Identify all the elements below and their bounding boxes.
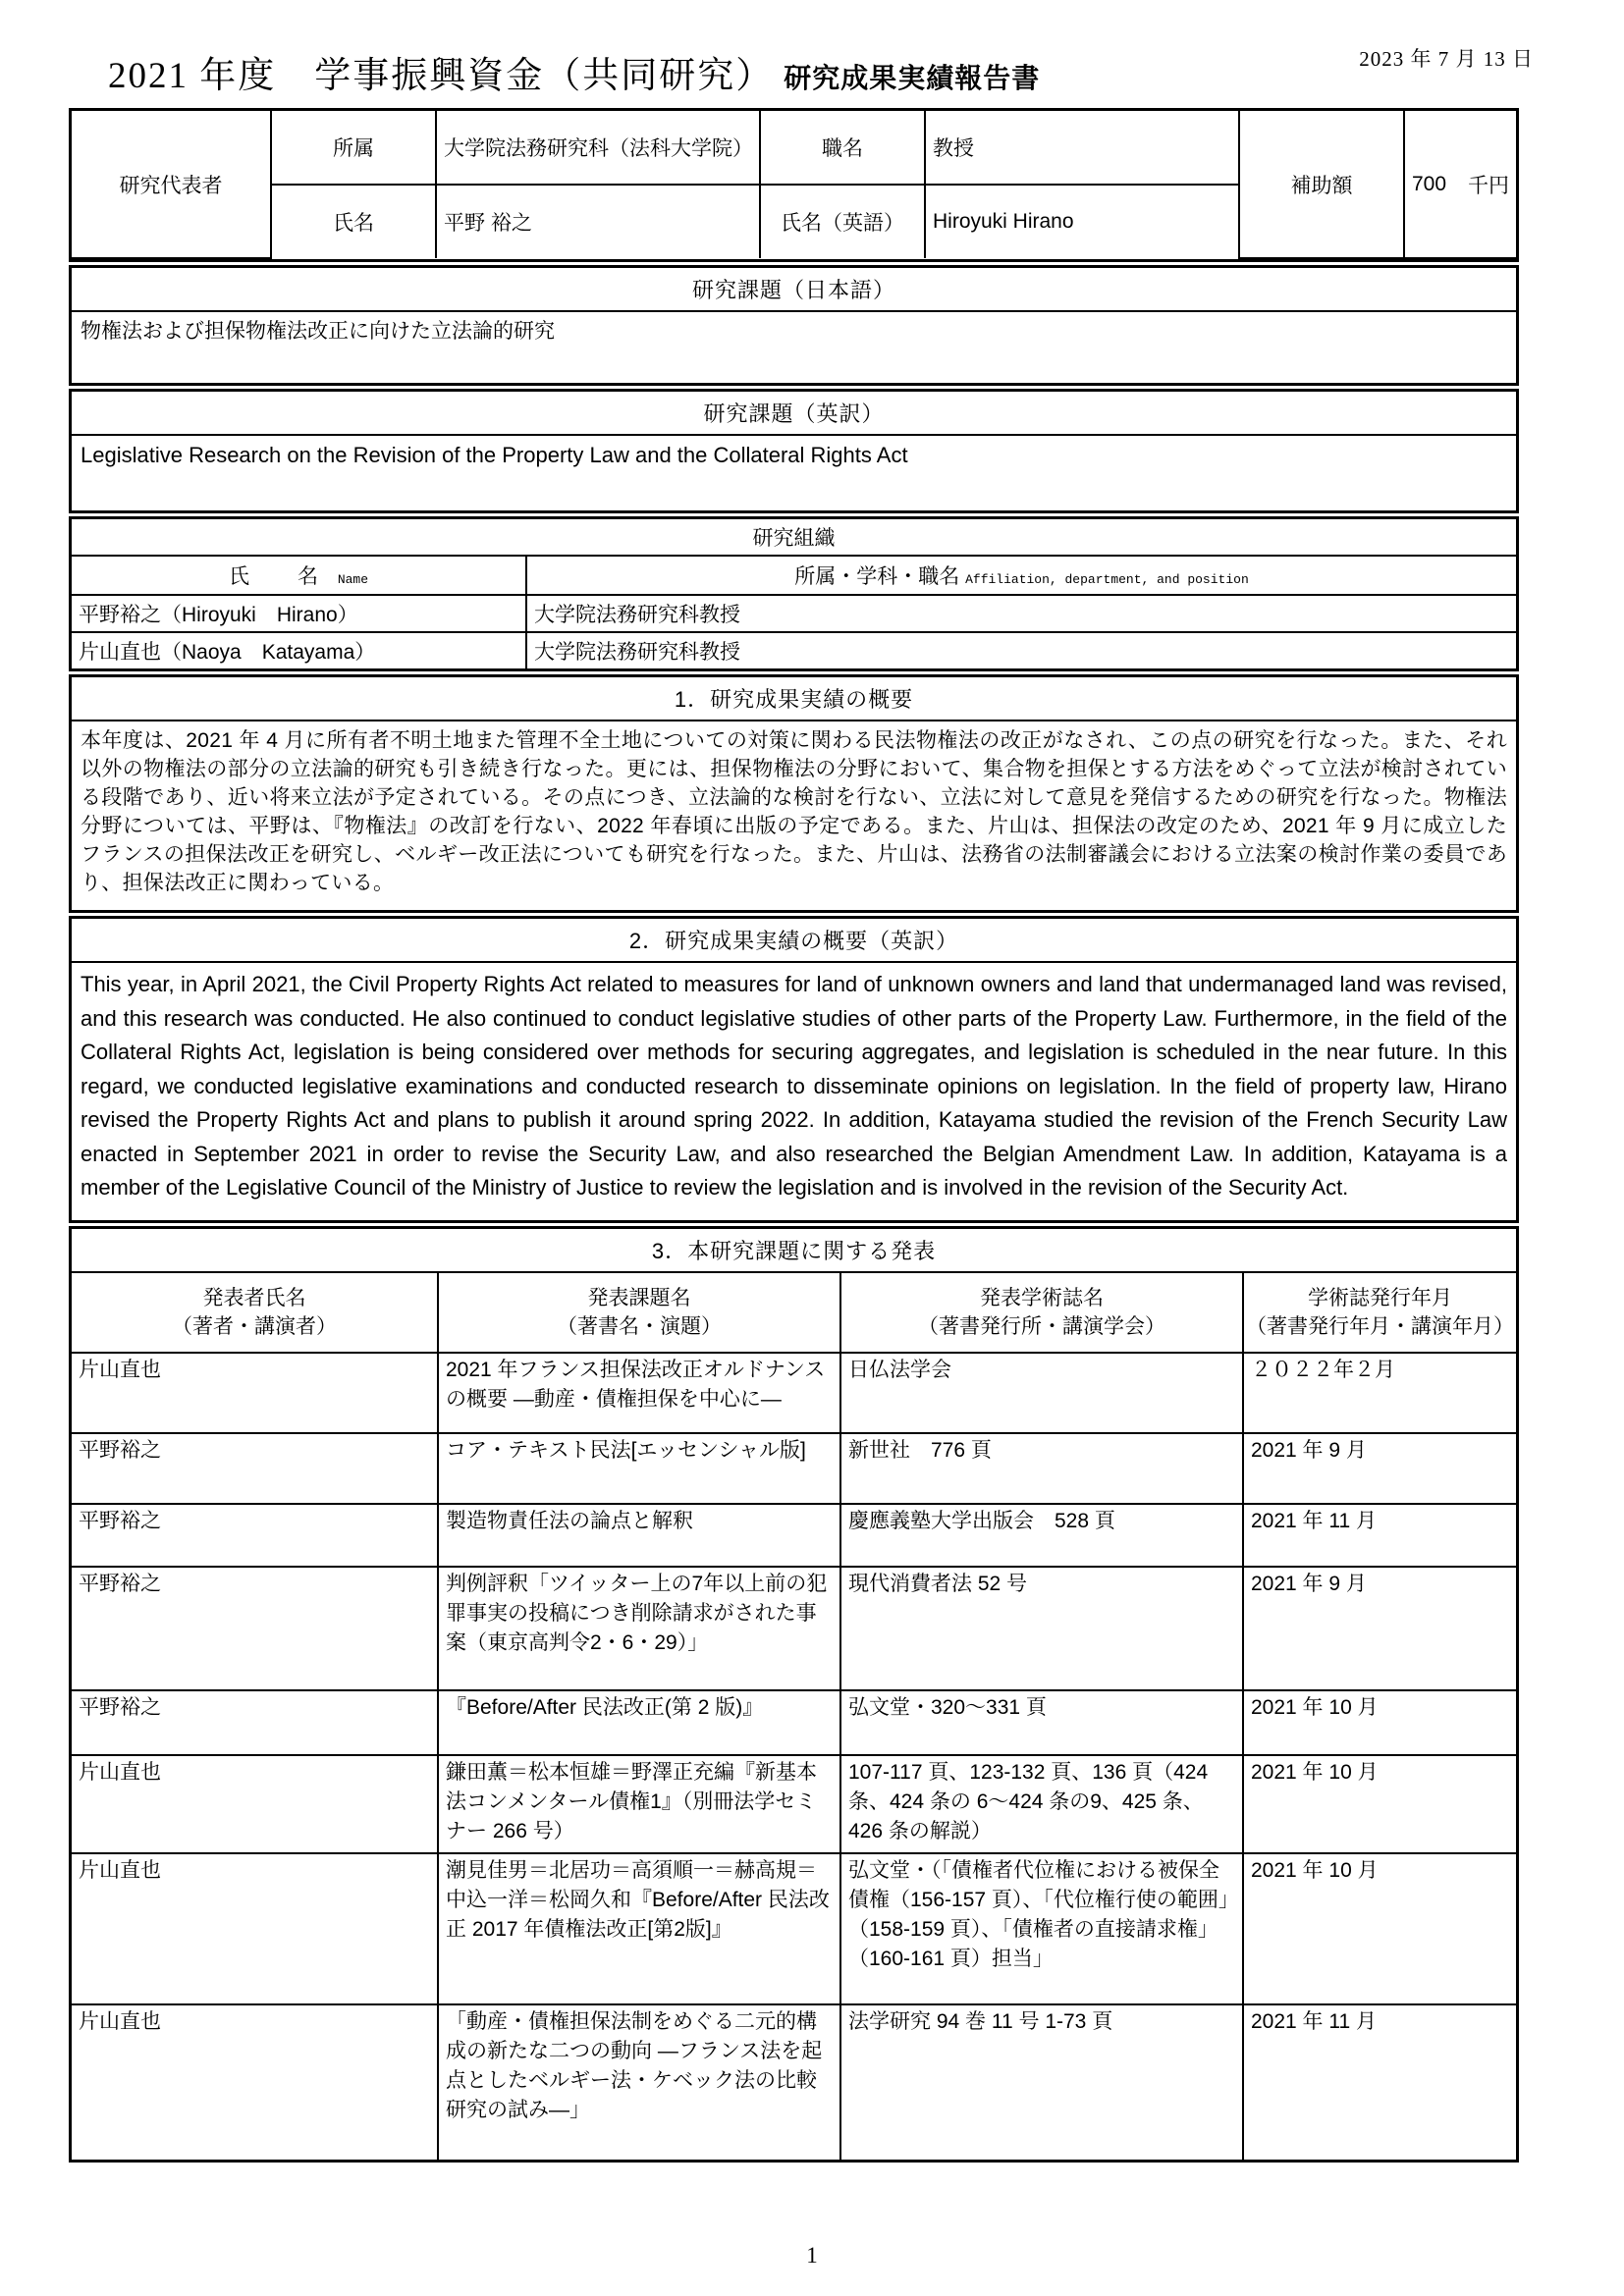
table-row [72, 1755, 1516, 1853]
research-title-ja-section [69, 265, 1519, 386]
name-en-label: 氏名（英語） [760, 185, 925, 258]
presentation-journal: 日仏法学会 [840, 1353, 1243, 1433]
organization-member-row [72, 632, 1516, 668]
presentation-title: コア・テキスト民法[エッセンシャル版] [438, 1433, 840, 1504]
presentations-column-header-row [72, 1273, 1516, 1353]
presentation-date: 2021 年 10 月 [1243, 1853, 1516, 2004]
affiliation-column-label: 所属・学科・職名 [794, 565, 960, 588]
presentation-title: 鎌田薫＝松本恒雄＝野澤正充編『新基本法コンメンタール債権1』（別冊法学セミナー 266 号） [438, 1755, 840, 1853]
column-title-line1: 発表課題名 [587, 1287, 691, 1309]
column-journal-line2: （著書発行所・講演学会） [918, 1315, 1165, 1338]
column-journal-line1: 発表学術誌名 [980, 1287, 1104, 1309]
member-affiliation: 大学院法務研究科教授 [526, 632, 1516, 668]
column-author [72, 1273, 438, 1353]
organization-name-column-header [72, 556, 526, 595]
report-date: 2023 年 7 月 13 日 [1359, 47, 1534, 71]
presentation-title: 『Before/After 民法改正(第 2 版)』 [438, 1690, 840, 1755]
table-row [72, 1504, 1516, 1567]
presentation-date: 2021 年 9 月 [1243, 1433, 1516, 1504]
affiliation-value: 大学院法務研究科（法科大学院） [436, 111, 760, 185]
column-author-line1: 発表者氏名 [202, 1287, 306, 1309]
presentation-author: 片山直也 [72, 2004, 438, 2160]
presentations-section [69, 1226, 1519, 2163]
presentation-date: 2021 年 11 月 [1243, 1504, 1516, 1567]
presentation-author: 平野裕之 [72, 1433, 438, 1504]
representative-table [72, 111, 1516, 259]
presentation-date: ２０２２年２月 [1243, 1353, 1516, 1433]
summary-ja-content: 本年度は、2021 年 4 月に所有者不明土地また管理不全土地についての対策に関わる民法物権法の改正がなされ、この点の研究を行なった。また、それ以外の物権法の部分の立法論的研究も引き続き行なった。更には、担保物権法の分野において、集合物を担保とする方法をめぐって立法が検討されている段階であり、近い将来立法が予定されている。その点につき、立法論的な検討を行ない、立法に対して意見を発信するための研究を行なった。物権法分野については、平野は、『物権法』の改訂を行ない、2022 年春頃に出版の予定である。また、片山は、担保法の改定のため、2021 年 9 月に成立したフランスの担保法改正を研究し、ベルギー改正法についても研究を行なった。また、片山は、法務省の法制審議会における立法案の検討作業の委員であり、担保法改正に関わっている。 [81, 729, 1507, 894]
presentation-author: 平野裕之 [72, 1690, 438, 1755]
organization-affiliation-column-header [526, 556, 1516, 595]
position-label: 職名 [760, 111, 925, 185]
organization-section [69, 516, 1519, 671]
presentation-title: 判例評釈「ツイッター上の7年以上前の犯罪事実の投稿につき削除請求がされた事案（東京高判令2・6・29）」 [438, 1567, 840, 1690]
name-label: 氏名 [271, 185, 436, 258]
subsidy-value [1404, 111, 1516, 258]
presentation-title: 「動産・債権担保法制をめぐる二元的構成の新たな二つの動向 ―フランス法を起点としたベルギー法・ケベック法の比較研究の試み―」 [438, 2004, 840, 2160]
organization-header: 研究組織 [72, 519, 1516, 556]
representative-section [69, 108, 1519, 262]
research-title-ja-content: 物権法および担保物権法改正に向けた立法論的研究 [81, 320, 555, 343]
table-row [72, 1567, 1516, 1690]
name-column-label: 氏 名 [228, 565, 332, 588]
summary-ja-section [69, 674, 1519, 913]
table-row [72, 1853, 1516, 2004]
presentation-date: 2021 年 11 月 [1243, 2004, 1516, 2160]
member-name: 片山直也（Naoya Katayama） [72, 632, 526, 668]
column-journal [840, 1273, 1243, 1353]
presentation-date: 2021 年 9 月 [1243, 1567, 1516, 1690]
member-name: 平野裕之（Hiroyuki Hirano） [72, 595, 526, 632]
presentation-author: 平野裕之 [72, 1504, 438, 1567]
research-title-en-section [69, 389, 1519, 513]
presentation-author: 平野裕之 [72, 1567, 438, 1690]
presentation-journal: 107-117 頁、123-132 頁、136 頁（424 条、424 条の 6～424 条の9、425 条、426 条の解説） [840, 1755, 1243, 1853]
summary-en-content: This year, in April 2021, the Civil Property Rights Act related to measures for land of unknown owners and land that undermanaged land was revised, and this research was conducted. He also continued to conduct legislative studies of other parts of the Property Law. Furthermore, in the field of the Collateral Rights Act, legislation is being considered over methods for securing aggregates, and legislation is scheduled in the near future. In this regard, we conducted legislative examinations and conducted research to disseminate opinions on legislation. In the field of property law, Hirano revised the Property Rights Act and plans to publish it around spring 2022. In addition, Katayama studied the revision of the French Security Law enacted in September 2021 in order to revise the Security Law, and also researched the Belgian Amendment Law. In addition, Katayama is a member of the Legislative Council of the Ministry of Justice to review the legislation and is involved in the revision of the Security Act. [81, 972, 1507, 1200]
column-author-line2: （著者・講演者） [172, 1315, 337, 1338]
name-column-label-en: Name [337, 572, 369, 587]
presentation-date: 2021 年 10 月 [1243, 1755, 1516, 1853]
presentation-author: 片山直也 [72, 1353, 438, 1433]
summary-en-header: 2．研究成果実績の概要（英訳） [72, 919, 1516, 963]
subsidy-amount: 700 [1412, 172, 1447, 195]
report-content [69, 108, 1519, 2163]
table-row [72, 1690, 1516, 1755]
presentations-header: 3．本研究課題に関する発表 [72, 1229, 1516, 1273]
presentation-journal: 現代消費者法 52 号 [840, 1567, 1243, 1690]
column-title-line2: （著書名・演題） [557, 1315, 722, 1338]
position-value: 教授 [925, 111, 1239, 185]
name-value: 平野 裕之 [436, 185, 760, 258]
presentation-author: 片山直也 [72, 1755, 438, 1853]
member-affiliation: 大学院法務研究科教授 [526, 595, 1516, 632]
summary-ja-header: 1．研究成果実績の概要 [72, 677, 1516, 721]
presentations-table [72, 1273, 1516, 2160]
name-en-value: Hiroyuki Hirano [925, 185, 1239, 258]
table-row [72, 1433, 1516, 1504]
column-date-line1: 学術誌発行年月 [1308, 1287, 1452, 1309]
column-date [1243, 1273, 1516, 1353]
presentation-author: 片山直也 [72, 1853, 438, 2004]
research-title-en-header: 研究課題（英訳） [72, 392, 1516, 436]
affiliation-column-label-en: Affiliation, department, and position [965, 572, 1249, 587]
summary-en-section [69, 916, 1519, 1223]
title-sub: 研究成果実績報告書 [784, 63, 1041, 93]
presentation-journal: 新世社 776 頁 [840, 1433, 1243, 1504]
page-number: 1 [806, 2243, 818, 2268]
presentation-journal: 慶應義塾大学出版会 528 頁 [840, 1504, 1243, 1567]
presentation-title: 2021 年フランス担保法改正オルドナンスの概要 ―動産・債権担保を中心に― [438, 1353, 840, 1433]
table-row [72, 1353, 1516, 1433]
research-title-ja-header: 研究課題（日本語） [72, 268, 1516, 312]
presentation-title: 潮見佳男＝北居功＝高須順一＝赫高規＝中込一洋＝松岡久和『Before/After 民法改正 2017 年債権法改正[第2版]』 [438, 1853, 840, 2004]
affiliation-label: 所属 [271, 111, 436, 185]
research-title-en-content: Legislative Research on the Revision of the Property Law and the Collateral Rights Act [81, 443, 908, 467]
presentation-journal: 法学研究 94 巻 11 号 1-73 頁 [840, 2004, 1243, 2160]
organization-member-row [72, 595, 1516, 632]
presentation-date: 2021 年 10 月 [1243, 1690, 1516, 1755]
presentation-journal: 弘文堂・320～331 頁 [840, 1690, 1243, 1755]
representative-label: 研究代表者 [72, 111, 271, 258]
column-date-line2: （著書発行年月・講演年月） [1246, 1315, 1514, 1338]
organization-table [72, 519, 1516, 668]
presentation-journal: 弘文堂・（「債権者代位権における被保全債権（156-157 頁）、「代位権行使の範囲」（158-159 頁）、「債権者の直接請求権」（160-161 頁）担当」 [840, 1853, 1243, 2004]
presentation-title: 製造物責任法の論点と解釈 [438, 1504, 840, 1567]
subsidy-unit: 千円 [1468, 174, 1509, 197]
subsidy-label: 補助額 [1239, 111, 1404, 258]
table-row [72, 2004, 1516, 2160]
title-main: 2021 年度 学事振興資金（共同研究） [108, 56, 775, 96]
column-title [438, 1273, 840, 1353]
